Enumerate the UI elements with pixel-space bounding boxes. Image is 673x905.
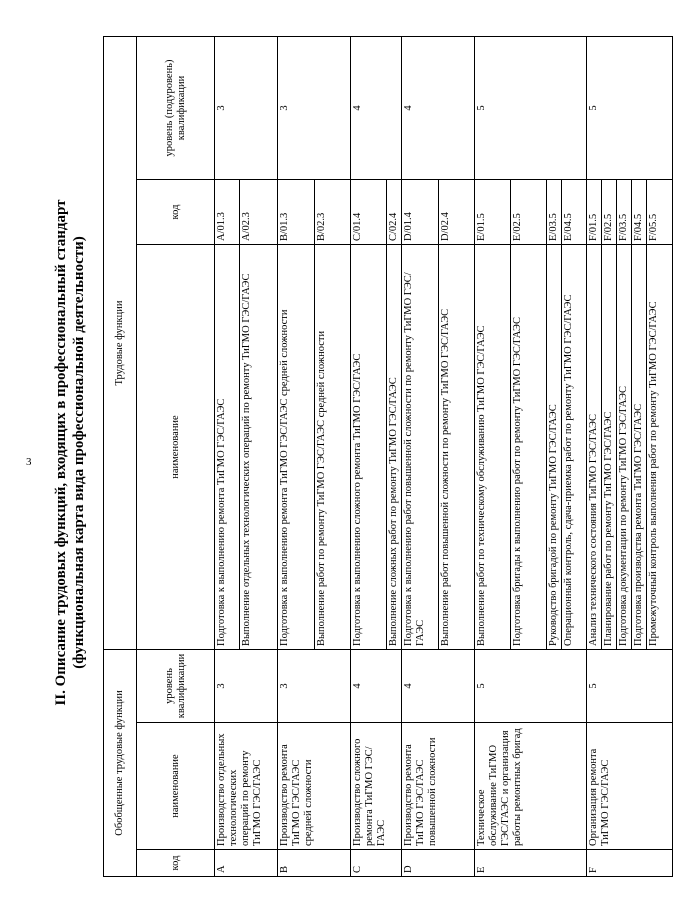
header-labor-code: код (137, 180, 215, 245)
title-line-2: (функциональная карта вида профессиональной деятельности) (71, 236, 87, 669)
group-name: Производство ремонта ТиГМО ГЭС/ГАЭС средней сложности (278, 723, 351, 850)
group-code: B (278, 850, 351, 877)
function-code: F/01.5 (587, 180, 602, 245)
function-name: Выполнение работ повышенной сложности по ремонту ТиГМО ГЭС/ГАЭС (439, 245, 475, 650)
header-level: уровень квалификации (137, 650, 215, 723)
function-level: 3 (278, 36, 351, 179)
function-code: C/01.4 (351, 180, 387, 245)
header-row-columns (137, 36, 215, 876)
table-row (475, 36, 511, 876)
function-name: Операционный контроль, сдача-приемка работ по ремонту ТиГМО ГЭС/ГАЭС (562, 245, 587, 650)
title-line-1: II. Описание трудовых функций, входящих в профессиональный стандарт (53, 199, 69, 706)
function-name: Промежуточный контроль выполнения работ по ремонту ТиГМО ГЭС/ГАЭС (647, 245, 673, 650)
group-level: 5 (587, 650, 673, 723)
group-level: 3 (278, 650, 351, 723)
group-level: 4 (351, 650, 402, 723)
function-name: Подготовка производства ремонта ТиГМО ГЭС/ГАЭС (632, 245, 647, 650)
header-labor-level: уровень (подуровень) квалификации (137, 36, 215, 179)
table-row (351, 36, 387, 876)
header-labor-name: наименование (137, 245, 215, 650)
function-name: Выполнение отдельных технологических операций по ремонту ТиГМО ГЭС/ГАЭС (240, 245, 278, 650)
group-name: Производство отдельных технологических операций по ремонту ТиГМО ГЭС/ГАЭС (215, 723, 278, 850)
function-code: F/03.5 (617, 180, 632, 245)
header-row-groups (104, 36, 137, 876)
table-row (278, 36, 315, 876)
function-code: E/02.5 (511, 180, 547, 245)
function-name: Выполнение работ по техническому обслуживанию ТиГМО ГЭС/ГАЭС (475, 245, 511, 650)
function-code: E/03.5 (547, 180, 562, 245)
function-name: Подготовка документации по ремонту ТиГМО ГЭС/ГАЭС (617, 245, 632, 650)
group-code: F (587, 850, 673, 877)
group-name: Техническое обслуживание ТиГМО ГЭС/ГАЭС и организация работы ремонтных бригад (475, 723, 587, 850)
function-code: F/02.5 (602, 180, 617, 245)
group-code: C (351, 850, 402, 877)
function-name: Выполнение работ по ремонту ТиГМО ГЭС/ГАЭС средней сложности (315, 245, 351, 650)
group-level: 4 (402, 650, 475, 723)
function-code: F/04.5 (632, 180, 647, 245)
group-name: Производство сложного ремонта ТиГМО ГЭС/ГАЭС (351, 723, 402, 850)
function-name: Подготовка к выполнению ремонта ТиГМО ГЭС/ГАЭС (215, 245, 240, 650)
function-code: E/01.5 (475, 180, 511, 245)
function-name: Подготовка к выполнению сложного ремонта ТиГМО ГЭС/ГАЭС (351, 245, 387, 650)
function-name: Анализ технического состояния ТиГМО ГЭС/ГАЭС (587, 245, 602, 650)
header-generalized: Обобщенные трудовые функции (104, 650, 137, 877)
page-number: 3 (26, 456, 32, 468)
table-row (215, 36, 240, 876)
function-code: B/02.3 (315, 180, 351, 245)
function-name: Планирование работ по ремонту ТиГМО ГЭС/ГАЭС (602, 245, 617, 650)
group-name: Организация ремонта ТиГМО ГЭС/ГАЭС (587, 723, 673, 850)
section-title (52, 0, 88, 905)
function-code: D/02.4 (439, 180, 475, 245)
function-name: Выполнение сложных работ по ремонту ТиГМО ГЭС/ГАЭС (387, 245, 402, 650)
table-row (402, 36, 439, 876)
function-name: Подготовка к выполнению работ повышенной сложности по ремонту ТиГМО ГЭС/ГАЭС (402, 245, 439, 650)
function-name: Подготовка к выполнению ремонта ТиГМО ГЭС/ГАЭС средней сложности (278, 245, 315, 650)
function-level: 3 (215, 36, 278, 179)
table-row (587, 36, 602, 876)
function-code: C/02.4 (387, 180, 402, 245)
function-level: 5 (587, 36, 673, 179)
function-level: 4 (351, 36, 402, 179)
function-code: A/02.3 (240, 180, 278, 245)
function-code: B/01.3 (278, 180, 315, 245)
function-name: Подготовка бригады к выполнению работ по ремонту ТиГМО ГЭС/ГАЭС (511, 245, 547, 650)
function-code: A/01.3 (215, 180, 240, 245)
group-name: Производство ремонта ТиГМО ГЭС/ГАЭС повышенной сложности (402, 723, 475, 850)
group-level: 5 (475, 650, 587, 723)
group-code: D (402, 850, 475, 877)
function-name: Руководство бригадой по ремонту ТиГМО ГЭС/ГАЭС (547, 245, 562, 650)
function-level: 5 (475, 36, 587, 179)
function-level: 4 (402, 36, 475, 179)
function-code: D/01.4 (402, 180, 439, 245)
function-code: E/04.5 (562, 180, 587, 245)
group-code: A (215, 850, 278, 877)
header-labor: Трудовые функции (104, 36, 137, 649)
group-code: E (475, 850, 587, 877)
header-name: наименование (137, 723, 215, 850)
group-level: 3 (215, 650, 278, 723)
function-code: F/05.5 (647, 180, 673, 245)
header-code: код (137, 850, 215, 877)
functional-map-table (103, 36, 673, 877)
